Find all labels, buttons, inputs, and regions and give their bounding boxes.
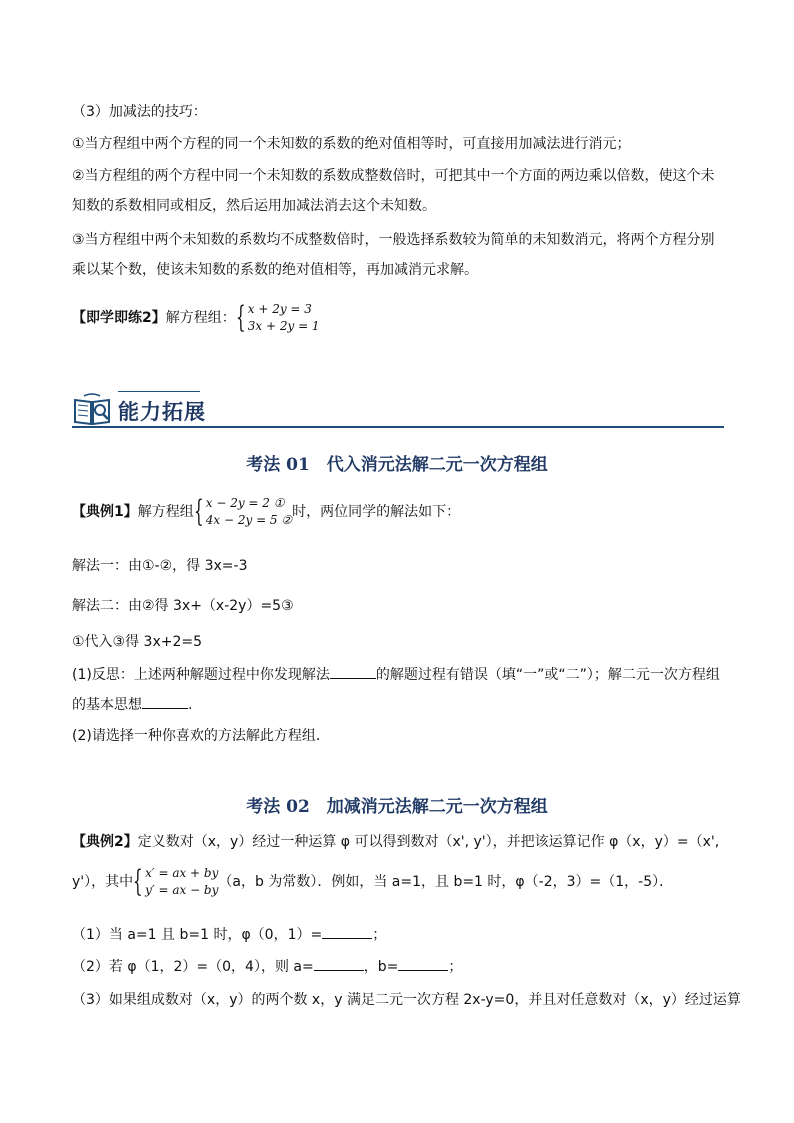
answer-blank[interactable] <box>330 664 376 679</box>
example-2-label: 【典例2】 <box>72 834 138 850</box>
section-header-rule <box>72 426 724 428</box>
question-1-line-2 <box>72 694 192 715</box>
method-02-title: 考法 02 加减消元法解二元一次方程组 <box>246 797 548 817</box>
technique-heading: （3）加减法的技巧： <box>72 104 207 120</box>
example-2-line-1 <box>72 832 719 852</box>
solution-2: 解法二：由②得 3x+（x-2y）=5③ <box>72 598 294 614</box>
answer-blank[interactable] <box>322 924 372 939</box>
question-1-text-a: (1)反思：上述两种解题过程中你发现解法 <box>72 667 330 683</box>
example-1-equation-system <box>194 495 292 529</box>
example-2-q1-end: ； <box>372 927 387 943</box>
question-1-text-c: 的基本思想 <box>72 697 142 713</box>
brace-icon: { <box>235 300 246 335</box>
brace-icon: { <box>133 864 143 899</box>
technique-item-1: ①当方程组中两个方程的同一个未知数的系数的绝对值相等时，可直接用加减法进行消元； <box>72 136 631 152</box>
practice-2-equation-system <box>236 301 320 335</box>
example-2-q2-text-b: ，b= <box>363 959 399 975</box>
example-1-eq-2: 4x − 2y = 5 ② <box>205 513 293 527</box>
method-01-title: 考法 01 代入消元法解二元一次方程组 <box>246 455 548 475</box>
example-1-eq-1: x − 2y = 2 ① <box>205 496 285 510</box>
brace-icon: { <box>193 494 204 529</box>
example-2-text-c: （a，b 为常数）．例如，当 a=1，且 b=1 时，φ（-2，3）=（1，-5）． <box>218 874 674 890</box>
example-2-eq-1: x′ = ax + by <box>145 866 219 880</box>
question-1-text-b: 的解题过程有错误（填“一”或“二”）；解二元一次方程组 <box>375 667 720 683</box>
technique-item-3-line-2: 乘以某个数，使该未知数的系数的绝对值相等，再加减消元求解。 <box>72 262 478 278</box>
example-1-label: 【典例1】 <box>72 504 138 520</box>
example-2-question-2 <box>72 956 462 977</box>
example-1-text: 解方程组 <box>137 504 194 520</box>
solution-3: ①代入③得 3x+2=5 <box>72 634 203 650</box>
practice-2-text: 解方程组： <box>165 310 236 326</box>
question-2: (2)请选择一种你喜欢的方法解此方程组． <box>72 728 330 744</box>
section-header-title: 能力拓展 <box>118 400 206 424</box>
practice-2-eq-1: x + 2y = 3 <box>247 302 312 316</box>
question-1-line-1 <box>72 664 720 685</box>
technique-item-3-line-1: ③当方程组中两个未知数的系数均不成整数倍时，一般选择系数较为简单的未知数消元，将两个方程分别 <box>72 232 715 248</box>
example-2-eq-2: y′ = ax − by <box>145 883 219 897</box>
example-2-q2-end: ； <box>448 959 463 975</box>
example-2-equation-system <box>133 865 218 899</box>
practice-2-label: 【即学即练2】 <box>72 310 166 326</box>
answer-blank[interactable] <box>142 694 188 709</box>
solution-1: 解法一：由①-②，得 3x=-3 <box>72 558 248 574</box>
example-2-text-b: y'），其中 <box>72 874 134 890</box>
example-2-text: 定义数对（x，y）经过一种运算 φ 可以得到数对（x', y'），并把该运算记作 φ（x，y）=（x', <box>137 834 720 850</box>
practice-2 <box>72 298 320 338</box>
book-icon <box>72 392 112 426</box>
section-header-top-rule <box>118 391 200 392</box>
example-2-line-2 <box>72 862 673 902</box>
example-1-tail: 时，两位同学的解法如下： <box>292 504 461 520</box>
example-1 <box>72 492 460 532</box>
question-1-text-d: . <box>188 697 193 713</box>
answer-blank[interactable] <box>398 956 448 971</box>
example-2-q2-text: （2）若 φ（1，2）=（0，4），则 a= <box>72 959 314 975</box>
practice-2-eq-2: 3x + 2y = 1 <box>247 319 320 333</box>
answer-blank[interactable] <box>314 956 364 971</box>
example-2-question-3: （3）如果组成数对（x，y）的两个数 x，y 满足二元一次方程 2x-y=0，并且对任意数对（x，y）经过运算 <box>72 992 741 1008</box>
technique-item-2-line-2: 知数的系数相同或相反，然后运用加减法消去这个未知数。 <box>72 198 436 214</box>
example-2-question-1 <box>72 924 386 945</box>
technique-item-2-line-1: ②当方程组的两个方程中同一个未知数的系数成整数倍时，可把其中一个方面的两边乘以倍数，使这个未 <box>72 168 715 184</box>
example-2-q1-text: （1）当 a=1 且 b=1 时，φ（0，1）= <box>72 927 323 943</box>
